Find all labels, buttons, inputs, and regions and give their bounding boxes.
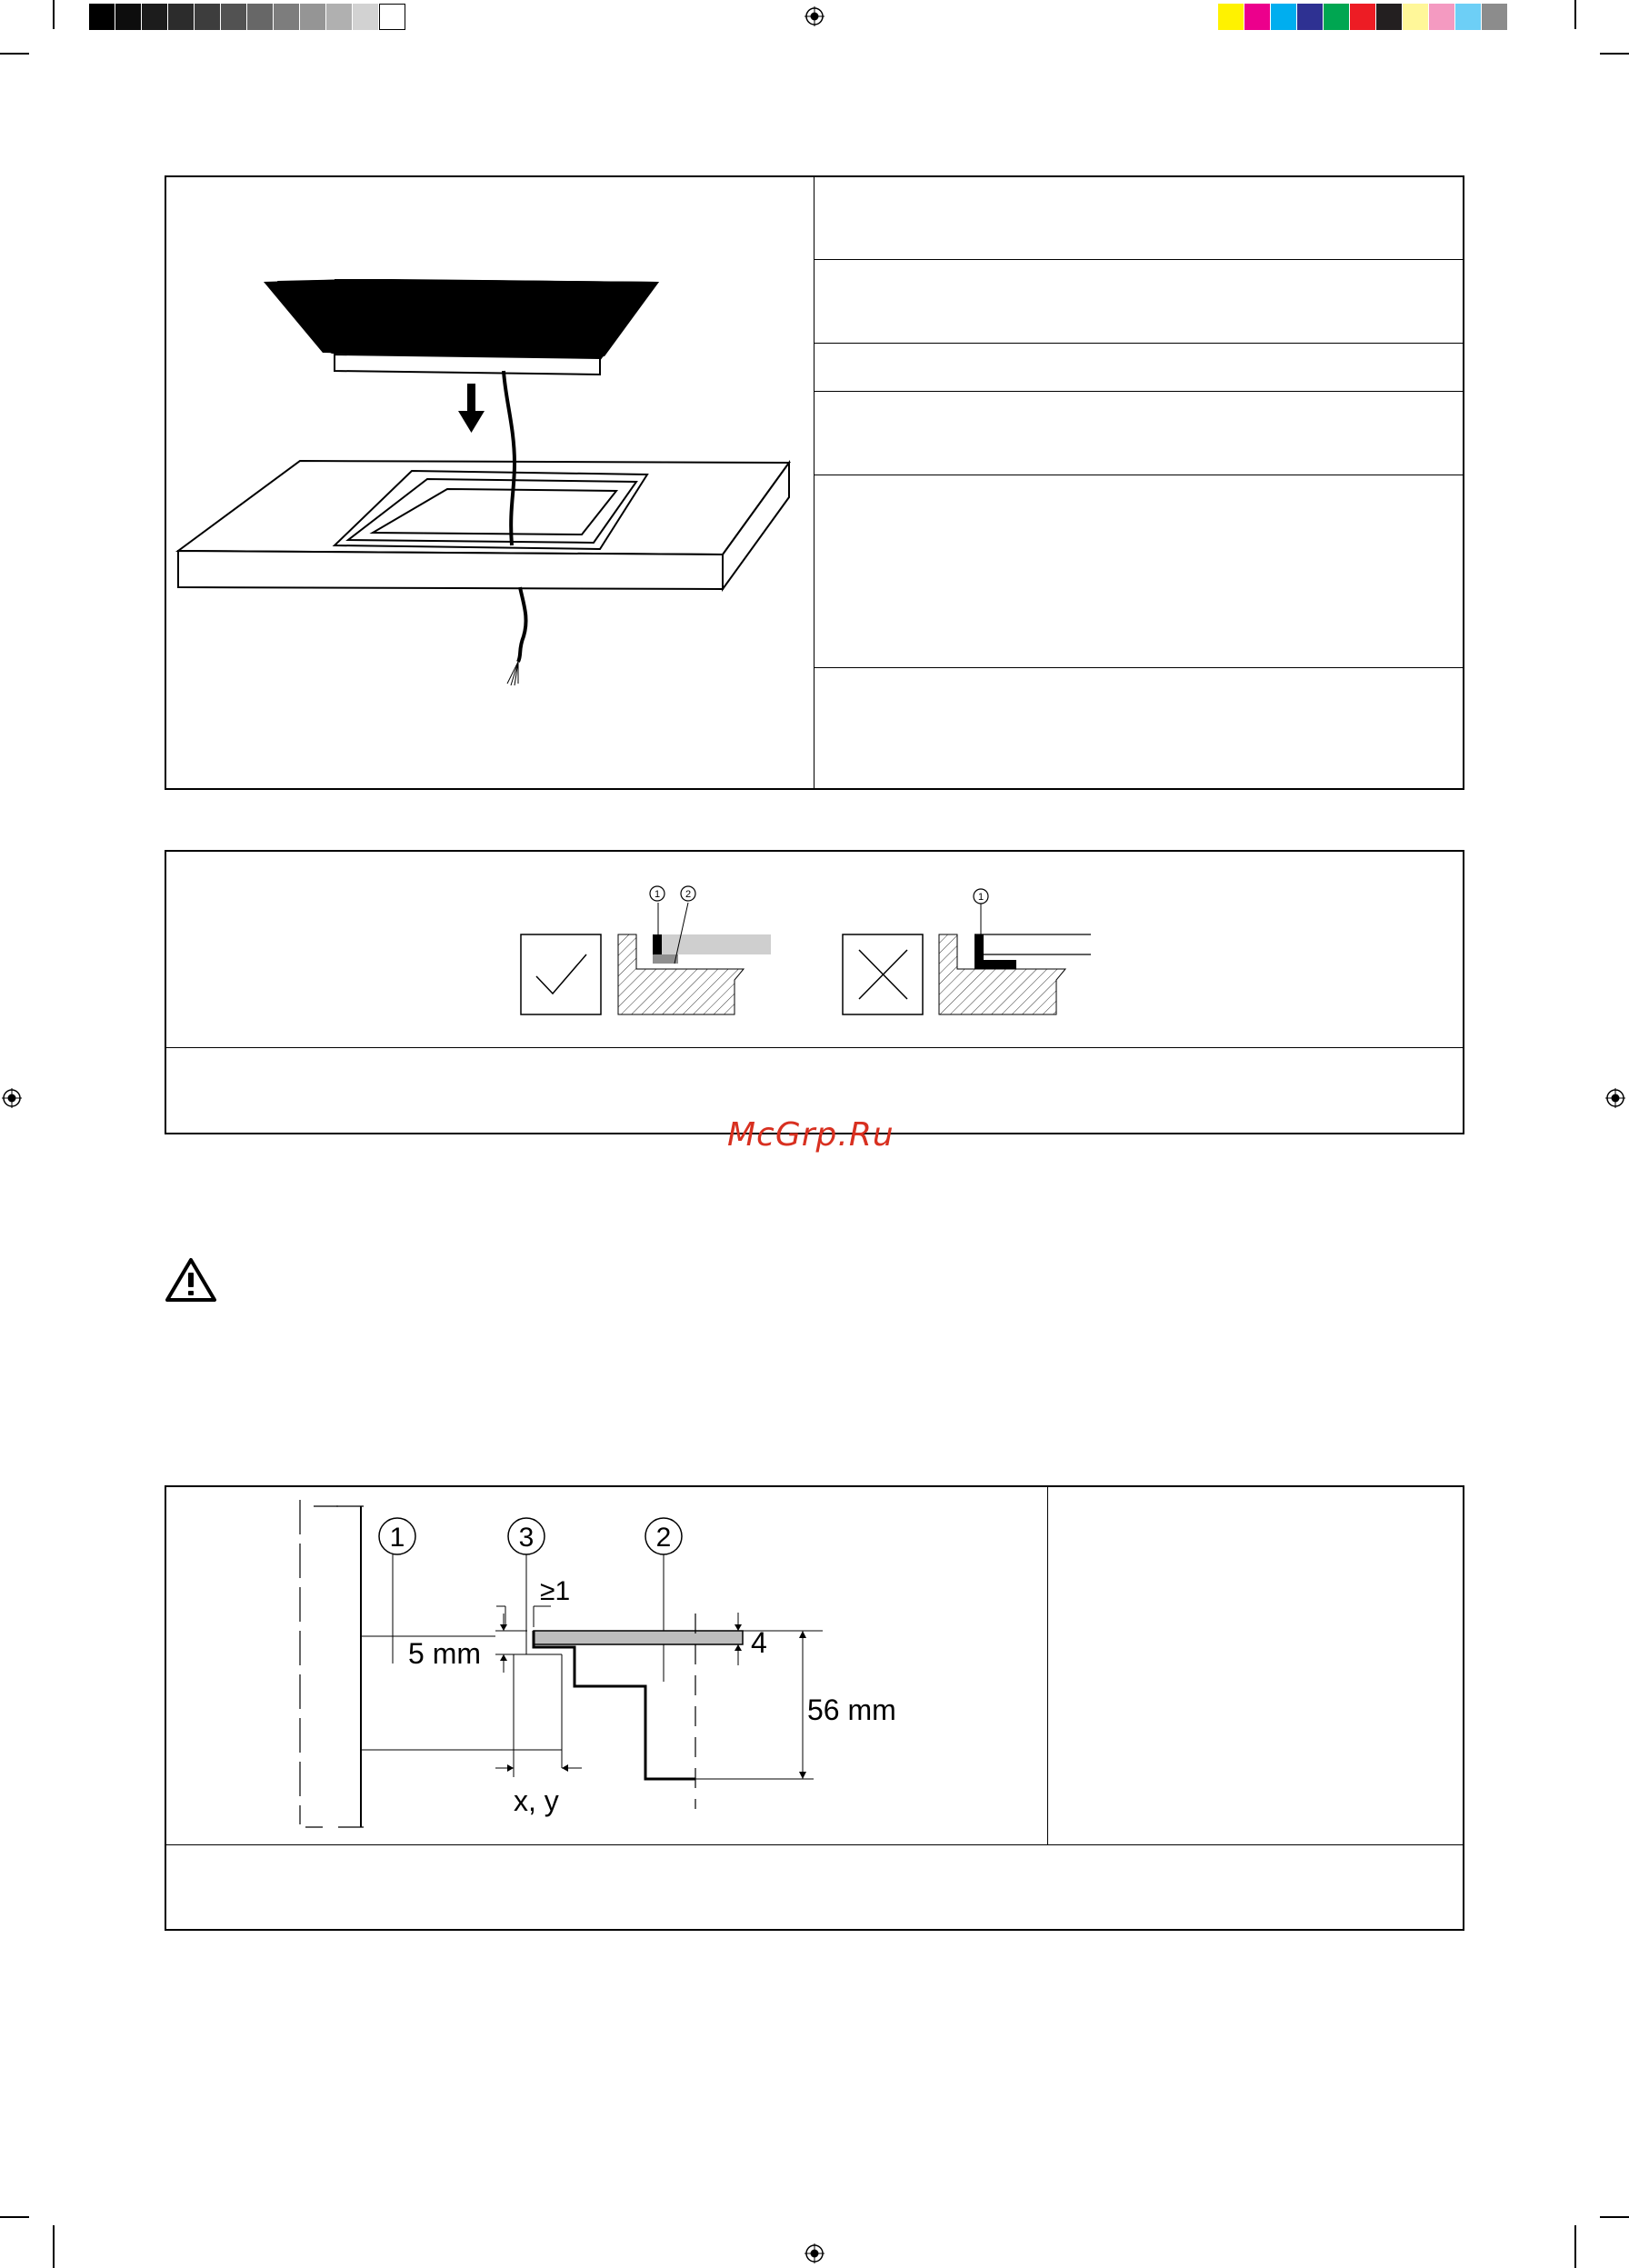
warning-icon [164,1256,218,1304]
dimension-56mm: 56 mm [807,1694,896,1726]
registration-mark-icon [2,1088,22,1108]
callout-2: 2 [685,889,692,900]
gap-label: ≥1 [540,1576,571,1606]
registration-mark-icon [805,6,824,26]
process-color-swatch [1403,4,1429,30]
grayscale-swatch [353,4,379,30]
grayscale-swatch [379,4,405,30]
process-color-swatch [1244,4,1271,30]
hob-body [335,355,600,375]
check-box-correct [521,934,601,1014]
registration-mark-icon [805,2243,824,2263]
crop-mark [53,0,55,29]
crop-mark [1574,0,1576,29]
grayscale-swatch [89,4,115,30]
hob-glass-panel [653,934,771,954]
hob-glass-section [534,1631,743,1644]
hob-body-section [534,1631,695,1779]
grayscale-swatch [168,4,195,30]
watermark: McGrp.Ru [727,1116,894,1154]
row-divider [814,343,1464,344]
seal-2 [653,954,678,964]
process-color-swatch [1376,4,1403,30]
grayscale-swatch [247,4,274,30]
crop-mark [1574,2225,1576,2268]
row-divider [165,1047,1464,1048]
crop-mark [0,53,29,55]
dimension-5mm: 5 mm [408,1637,481,1670]
crop-mark [1600,53,1629,55]
dimension-4mm: 4 [751,1626,767,1659]
column-divider [1047,1485,1048,1845]
grayscale-swatch [221,4,247,30]
callout-3: 3 [518,1523,535,1553]
crop-mark [53,2225,55,2268]
callout-1-wrong: 1 [977,892,984,903]
seal-comparison-illustration [509,877,1109,1018]
grayscale-swatch [274,4,300,30]
row-divider [165,1844,1464,1845]
process-color-swatch [1350,4,1376,30]
callout-1: 1 [654,889,661,900]
installation-dimensions-drawing [167,1488,1045,1843]
process-color-swatch [1324,4,1350,30]
worktop-front [178,551,723,589]
registration-mark-icon [1605,1088,1625,1108]
process-color-swatch [1455,4,1482,30]
grayscale-swatch [115,4,142,30]
process-color-swatch [1482,4,1508,30]
grayscale-swatch [195,4,221,30]
process-color-swatch [1429,4,1455,30]
callout-1: 1 [389,1523,405,1553]
callout-2: 2 [655,1523,672,1553]
seal-wrong [974,934,1016,969]
crop-mark [0,2216,29,2218]
crop-mark [1600,2216,1629,2218]
process-color-swatch [1271,4,1297,30]
hob-insertion-illustration [167,178,811,787]
grayscale-swatch [326,4,353,30]
worktop-section-wrong [939,934,1065,1014]
process-color-swatch [1297,4,1324,30]
row-divider [814,667,1464,668]
grayscale-swatch [300,4,326,30]
row-divider [814,391,1464,392]
down-arrow-icon [458,384,485,433]
dimension-xy: x, y [514,1784,559,1817]
grayscale-swatch [142,4,168,30]
row-divider [814,259,1464,260]
process-color-swatch [1218,4,1244,30]
